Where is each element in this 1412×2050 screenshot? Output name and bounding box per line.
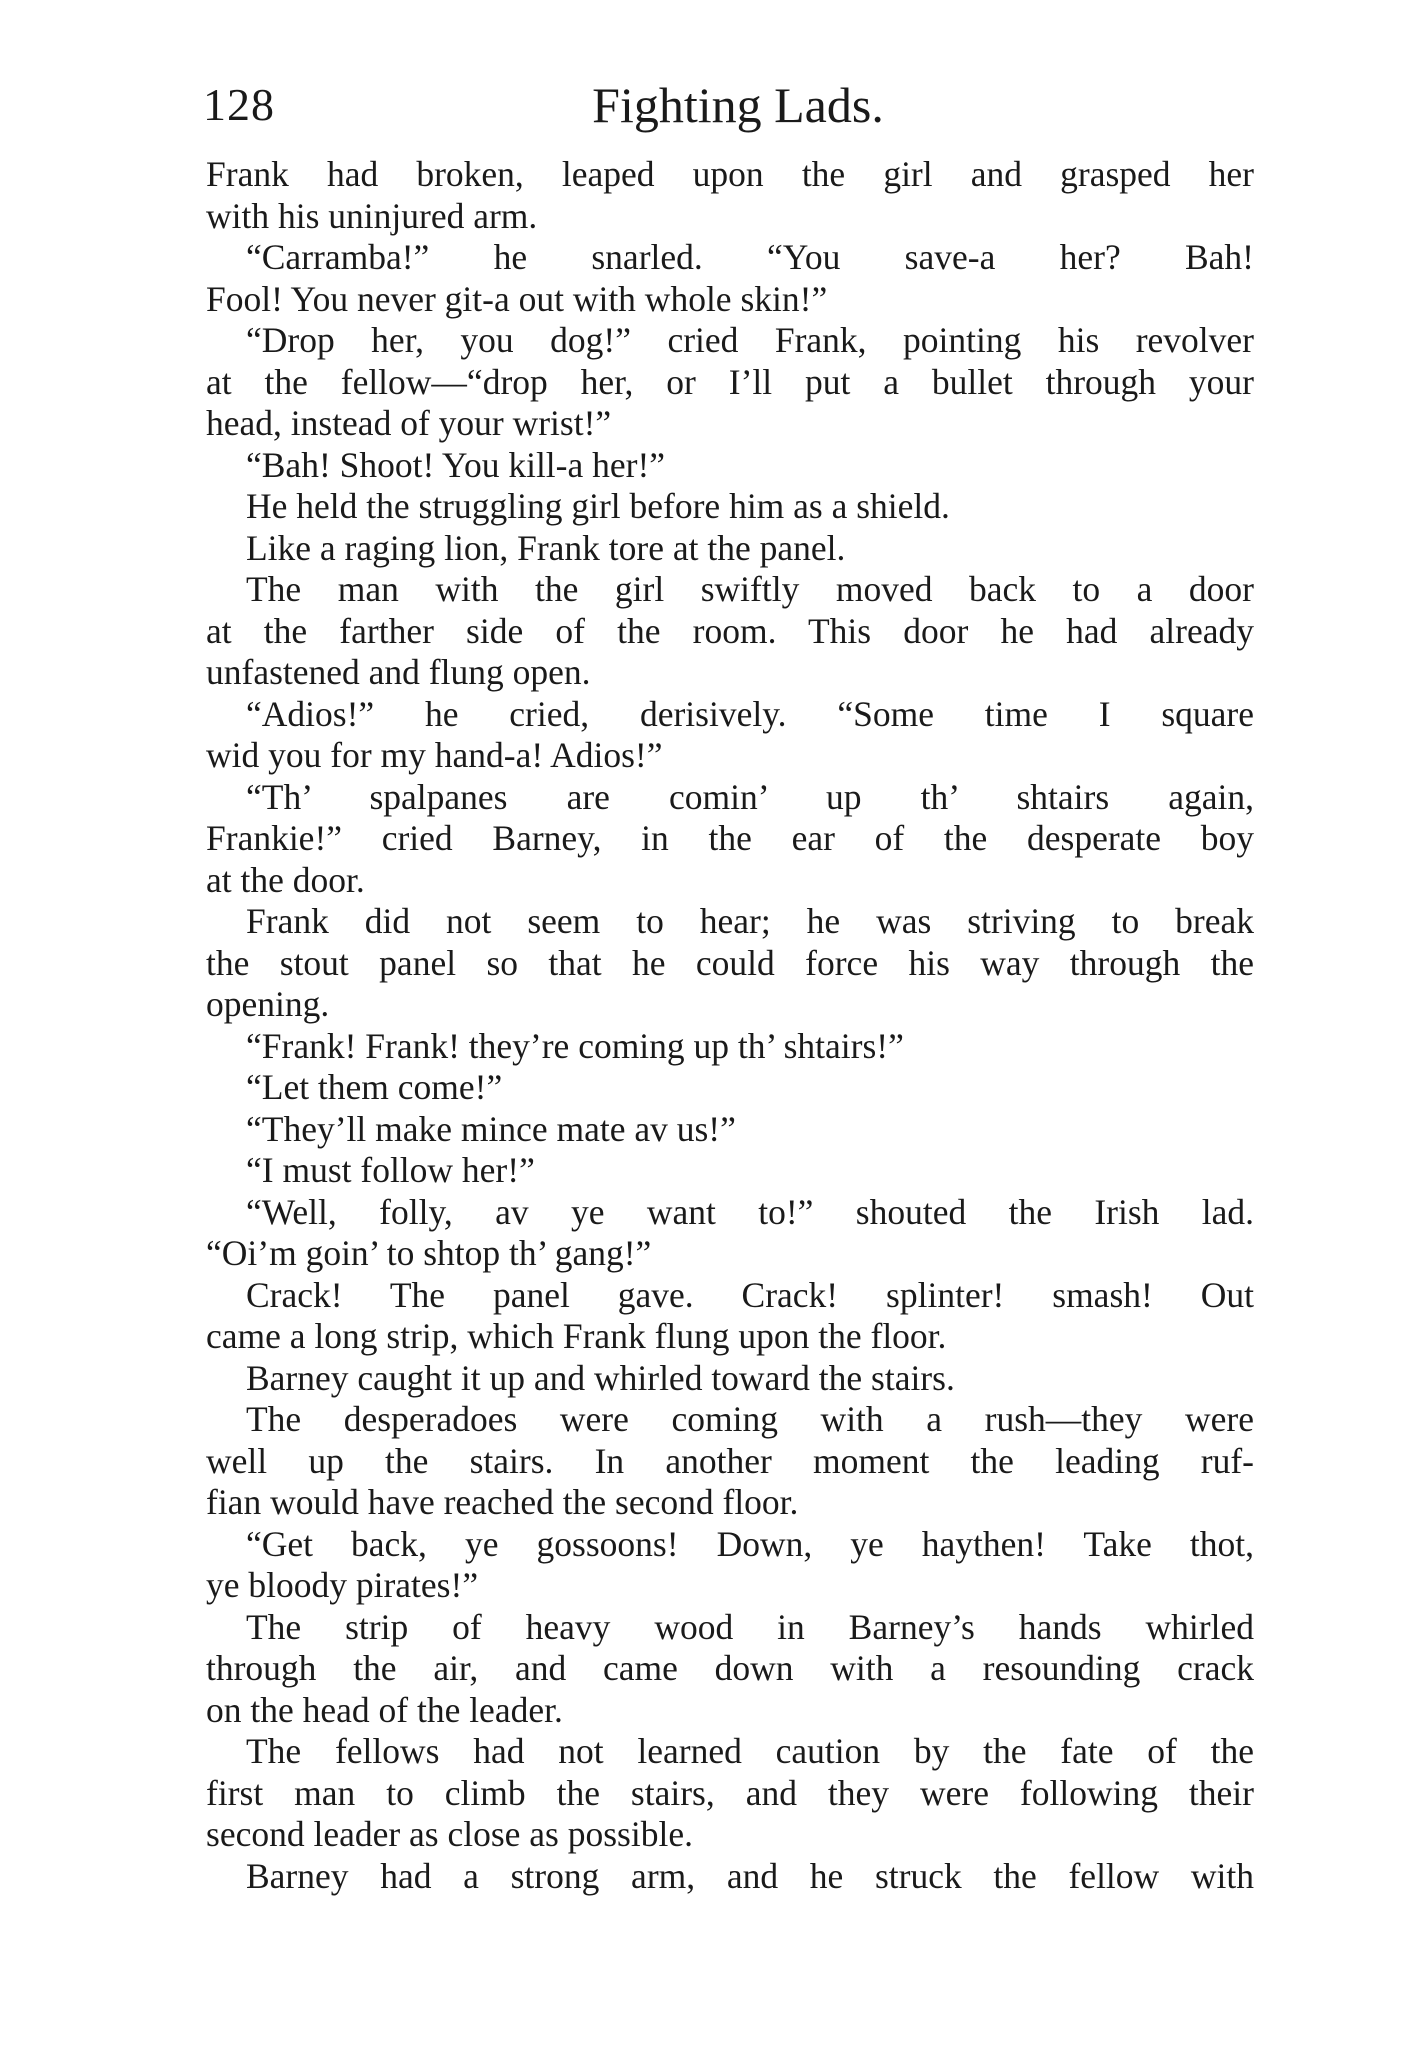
text-line: with his uninjured arm.	[206, 195, 538, 236]
text-line: first man to climb the stairs, and they were following their	[206, 1772, 1254, 1813]
text-line: Frank had broken, leaped upon the girl and grasped her	[206, 154, 1254, 194]
text-line: Crack! The panel gave. Crack! splinter! smash! Out	[246, 1274, 1254, 1315]
text-line: on the head of the leader.	[206, 1689, 563, 1730]
text-line: Fool! You never git-a out with whole skin!”	[206, 278, 828, 319]
text-line: He held the struggling girl before him as a shield.	[246, 486, 950, 526]
text-line: ye bloody pirates!”	[206, 1565, 479, 1605]
text-line: second leader as close as possible.	[206, 1814, 693, 1854]
text-line: fian would have reached the second floor.	[206, 1482, 799, 1522]
text-line: The strip of heavy wood in Barney’s hands whirled	[246, 1606, 1254, 1647]
text-line: “They’ll make mince mate av us!”	[246, 1108, 736, 1149]
text-line: wid you for my hand-a! Adios!”	[206, 735, 663, 775]
page-number: 128	[203, 79, 275, 130]
text-line: Barney had a strong arm, and he struck the fellow with	[246, 1855, 1254, 1896]
text-line: “Th’ spalpanes are comin’ up th’ shtairs again,	[246, 776, 1254, 817]
body-text	[206, 154, 1254, 1897]
text-line: “Bah! Shoot! You kill-a her!”	[246, 444, 666, 485]
text-line: at the fellow—“drop her, or I’ll put a bullet through your	[206, 361, 1254, 402]
text-line: Like a raging lion, Frank tore at the panel.	[246, 527, 846, 568]
text-line: The fellows had not learned caution by the fate of the	[246, 1731, 1254, 1771]
text-line: “Get back, ye gossoons! Down, ye haythen! Take thot,	[246, 1523, 1254, 1564]
text-line: at the farther side of the room. This door he had already	[206, 610, 1254, 651]
text-line: came a long strip, which Frank flung upon the floor.	[206, 1316, 947, 1356]
text-line: “Adios!” he cried, derisively. “Some time I square	[246, 693, 1254, 734]
text-line: “Drop her, you dog!” cried Frank, pointing his revolver	[246, 320, 1254, 360]
text-line: The desperadoes were coming with a rush—they were	[246, 1399, 1254, 1439]
text-line: “Carramba!” he snarled. “You save-a her? Bah!	[246, 237, 1254, 277]
text-line: Frank did not seem to hear; he was striving to break	[246, 901, 1254, 941]
text-line: “Well, folly, av ye want to!” shouted the Irish lad.	[246, 1191, 1254, 1232]
text-line: head, instead of your wrist!”	[206, 403, 612, 443]
text-line: “Frank! Frank! they’re coming up th’ shtairs!”	[246, 1025, 904, 1066]
text-line: The man with the girl swiftly moved back to a door	[246, 569, 1254, 609]
page-header	[203, 70, 1253, 140]
text-line: through the air, and came down with a resounding crack	[206, 1648, 1254, 1688]
text-line: Frankie!” cried Barney, in the ear of the desperate boy	[206, 818, 1254, 858]
text-line: at the door.	[206, 859, 365, 900]
text-line: well up the stairs. In another moment the leading ruf-	[206, 1440, 1254, 1481]
text-line: “I must follow her!”	[246, 1150, 535, 1190]
text-line: “Oi’m goin’ to shtop th’ gang!”	[206, 1233, 652, 1273]
text-line: “Let them come!”	[246, 1067, 503, 1107]
text-line: unfastened and flung open.	[206, 652, 591, 692]
text-line: the stout panel so that he could force his way through the	[206, 942, 1254, 983]
text-line: Barney caught it up and whirled toward the stairs.	[246, 1357, 955, 1398]
text-line: opening.	[206, 984, 330, 1024]
running-title: Fighting Lads.	[592, 77, 884, 133]
